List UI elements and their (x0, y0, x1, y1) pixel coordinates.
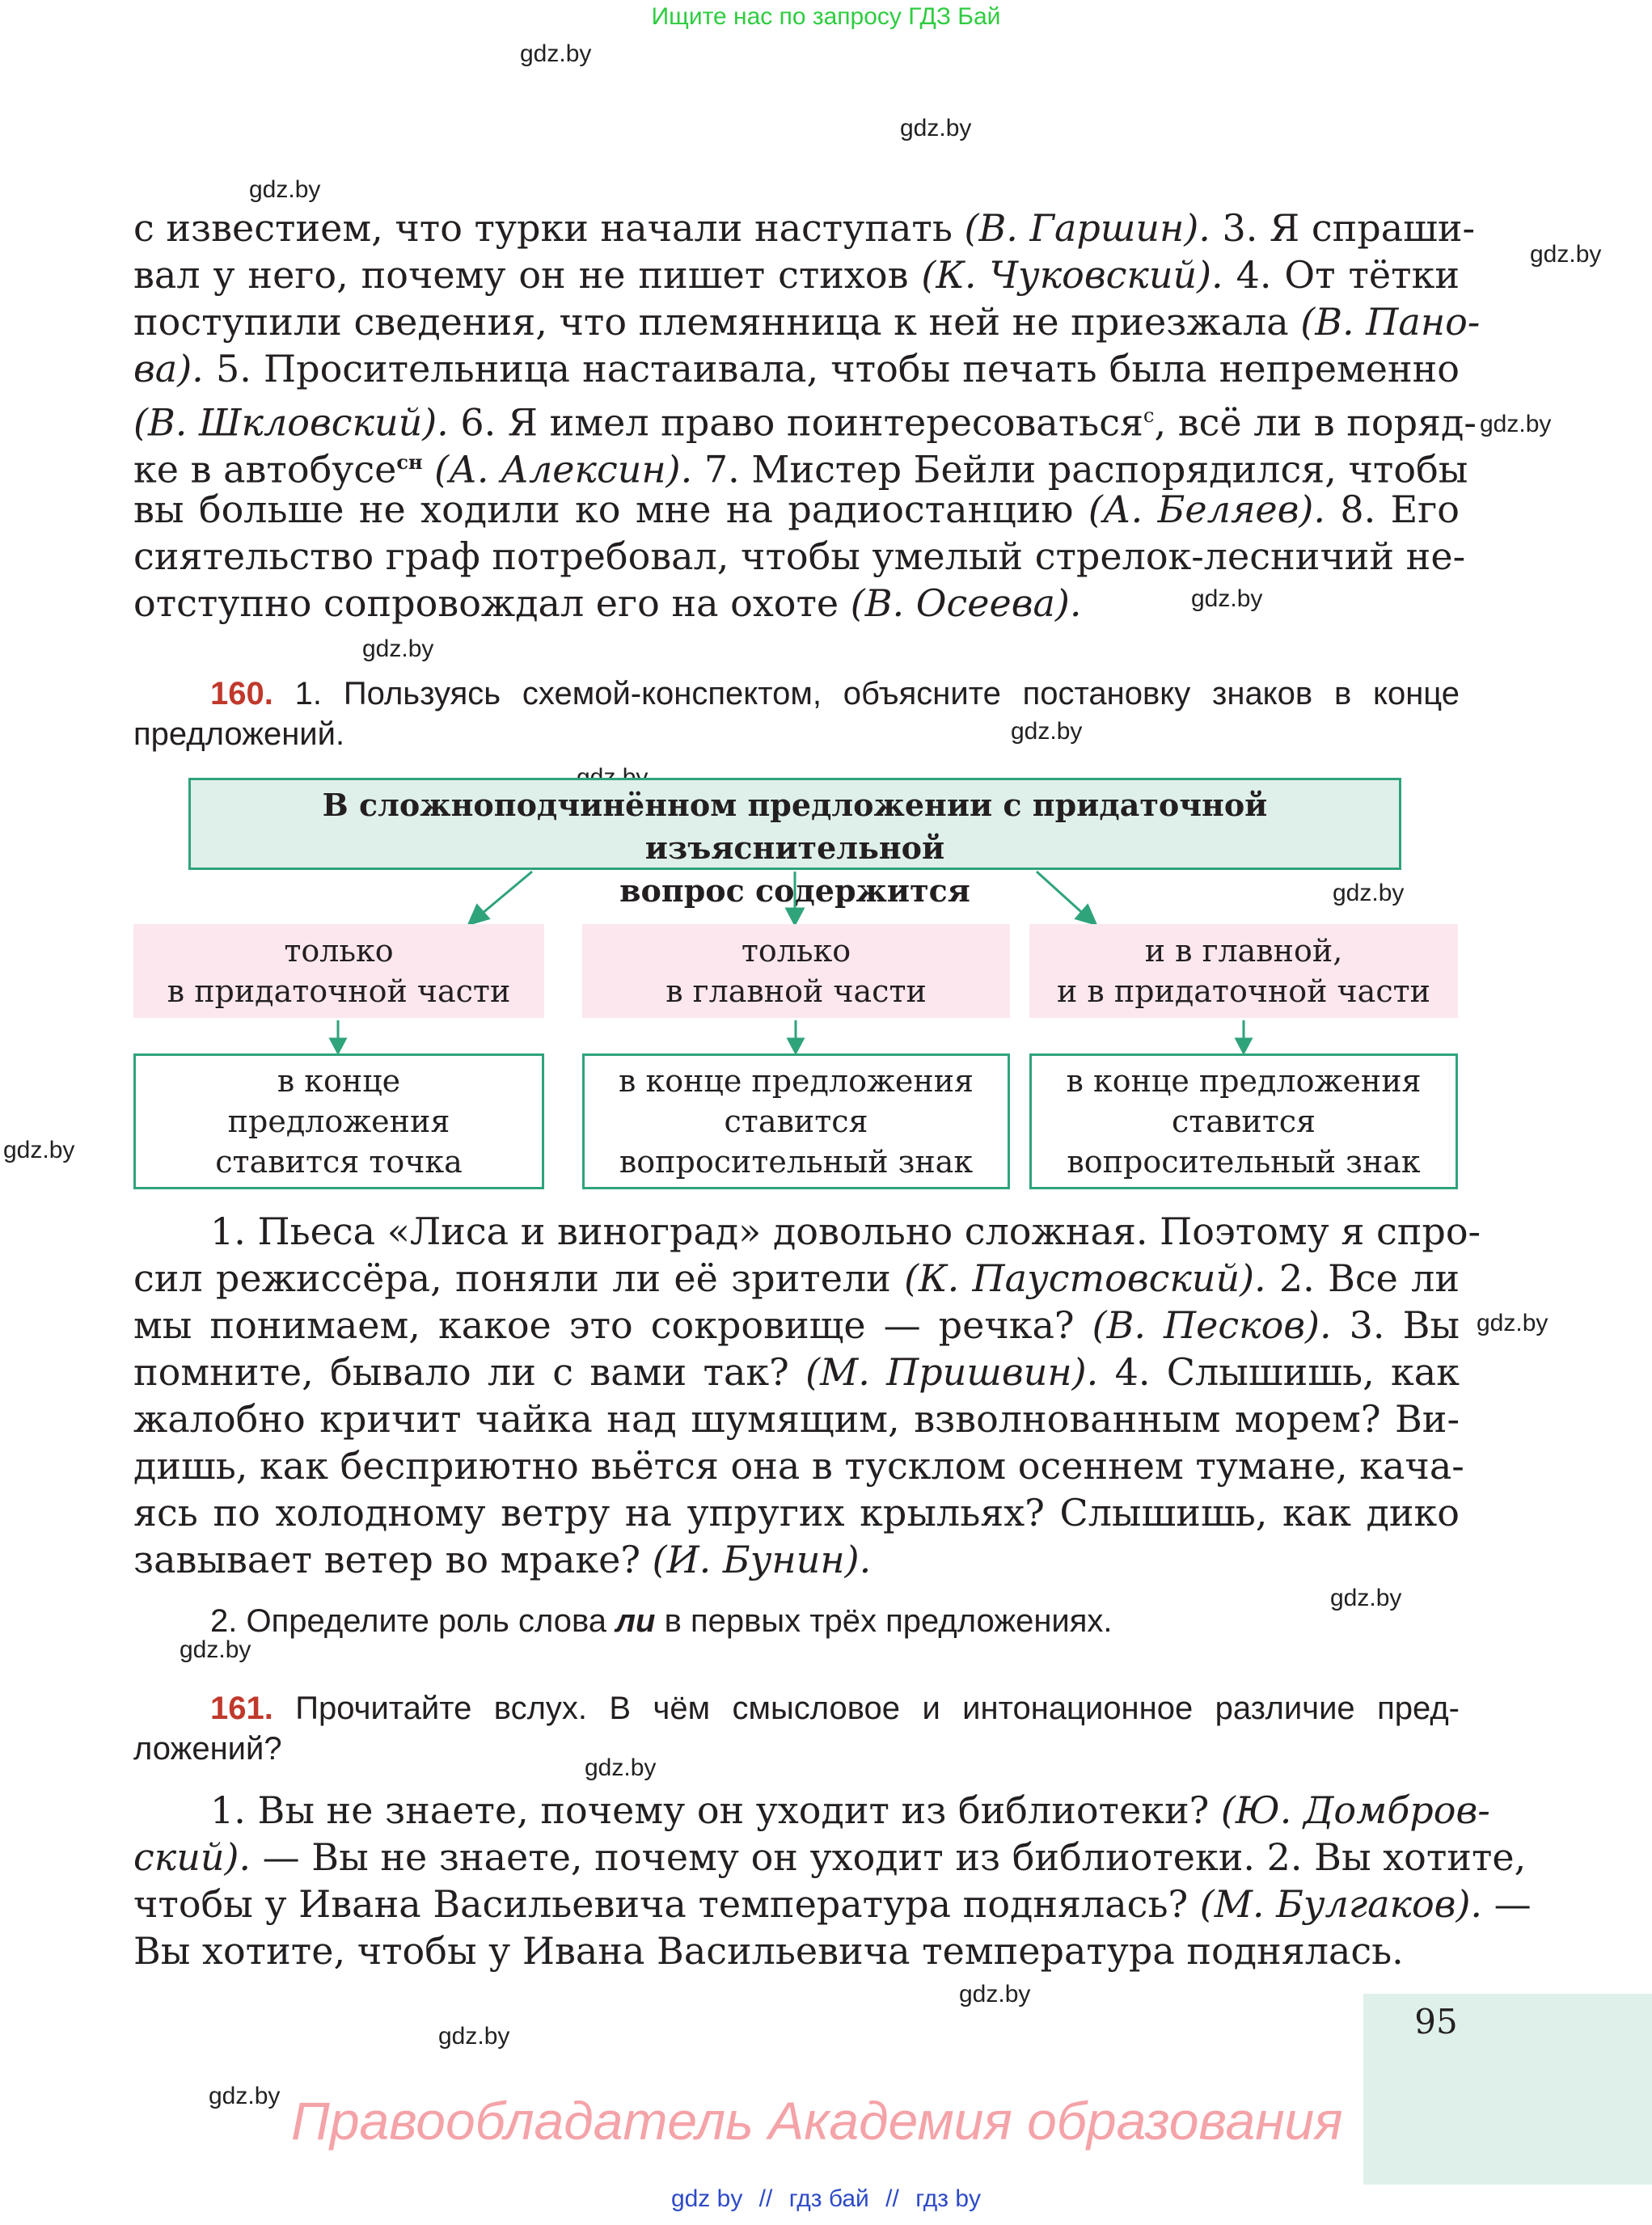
header-banner[interactable]: Ищите нас по запросу ГДЗ Бай (651, 3, 1001, 30)
arrowhead (788, 1039, 803, 1053)
watermark: gdz.by (1530, 241, 1602, 268)
text-line: вал у него, почему он не пишет стихов (К. Чуковский). 4. От тётки (133, 253, 1460, 297)
task-160-part-2 (133, 1601, 1460, 1641)
arrow-left (477, 872, 532, 918)
task-line: 160. 1. Пользуясь схемой-конспектом, объясните постановку знаков в конце (210, 676, 1460, 711)
watermark: gdz.by (585, 1754, 657, 1781)
copyright-notice: Правообладатель Академия образования (291, 2091, 1343, 2151)
text-line: ке в автобусе$^{сн}$ (А. Алексин). 7. Мистер Бейли распорядился, чтобы (133, 447, 1468, 492)
text-line: ясь по холодному ветру на упругих крыльях? Слышишь, как дико (133, 1491, 1460, 1535)
text-line: сиятельство граф потребовал, чтобы умелый стрелок-лесничий не- (133, 534, 1466, 578)
schema-pink-box-3: и в главной, и в придаточной части (1029, 924, 1458, 1018)
text-line: 1. Вы не знаете, почему он уходит из библиотеки? (Ю. Домбров- (210, 1788, 1490, 1832)
watermark: gdz.by (438, 2023, 510, 2050)
text-line: мы понимаем, какое это сокровище — речка? (В. Песков). 3. Вы (133, 1303, 1460, 1347)
text-line: вы больше не ходили ко мне на радиостанцию (А. Беляев). 8. Его (133, 488, 1460, 531)
schema-result-box-2: в конце предложения ставится вопросительный знак (582, 1053, 1010, 1189)
watermark: gdz.by (1330, 1585, 1402, 1611)
watermark: gdz.by (362, 635, 434, 662)
watermark: gdz.by (249, 176, 321, 203)
schema-main-line: В сложноподчинённом предложении с придаточной изъяснительной (322, 787, 1268, 866)
arrowhead (331, 1039, 345, 1053)
task-line: предложений. (133, 716, 345, 752)
schema-pink-box-2: только в главной части (582, 924, 1010, 1018)
page-number: 95 (1414, 2002, 1458, 2041)
text-line: чтобы у Ивана Васильевича температура поднялась? (М. Булгаков). — (133, 1882, 1532, 1926)
text-line: завывает ветер во мраке? (И. Бунин). (133, 1538, 872, 1581)
keyword-li: ли (615, 1603, 656, 1639)
arrowhead (787, 909, 803, 924)
watermark: gdz.by (520, 40, 592, 67)
watermark: gdz.by (1011, 718, 1083, 745)
schema-arrows (0, 0, 1652, 1067)
text-line: отступно сопровождал его на охоте (В. Осеева). (133, 581, 1082, 625)
task-161 (133, 1688, 1460, 1769)
task-number: 160. (210, 676, 273, 711)
footer-links (0, 2185, 1652, 2213)
text-line: дишь, как бесприютно вьётся она в тусклом осеннем тумане, кача- (133, 1444, 1464, 1488)
footer-link-gdz-bai[interactable]: гдз бай (788, 2185, 869, 2212)
task-number: 161. (210, 1691, 273, 1726)
task-line: 2. Определите роль слова ли в первых трёх предложениях. (210, 1603, 1113, 1639)
paragraph-3 (133, 1787, 1532, 1974)
task-line: 161. Прочитайте вслух. В чём смысловое и интонационное различие пред- (210, 1691, 1460, 1726)
text-line: с известием, что турки начали наступать (В. Гаршин). 3. Я спраши- (133, 206, 1476, 250)
footer-link-gdz-by-2[interactable]: гдз by (915, 2185, 982, 2212)
text-line: (В. Шкловский). 6. Я имел право поинтересоваться$^с$, всё ли в поряд- (133, 400, 1477, 445)
watermark: gdz.by (900, 115, 972, 141)
text-line: ский). — Вы не знаете, почему он уходит из библиотеки. 2. Вы хотите, (133, 1835, 1527, 1879)
schema-main-line: вопрос содержится (619, 872, 970, 909)
watermark: gdz.by (959, 1981, 1031, 2008)
task-line: ложений? (133, 1731, 282, 1767)
watermark: gdz.by (1480, 411, 1552, 437)
arrowhead (469, 906, 488, 924)
text-line: ва). 5. Просительница настаивала, чтобы печать была непременно (133, 347, 1460, 391)
watermark: gdz.by (1333, 880, 1405, 906)
text-line: поступили сведения, что племянница к ней не приезжала (В. Пано- (133, 300, 1481, 344)
paragraph-2 (133, 1208, 1481, 1583)
text-line: помните, бывало ли с вами так? (М. Пришвин). 4. Слышишь, как (133, 1350, 1460, 1394)
arrow-right (1037, 872, 1088, 918)
watermark: gdz.by (1191, 585, 1263, 612)
text-line: жалобно кричит чайка над шумящим, взволнованным морем? Ви- (133, 1397, 1460, 1441)
text-line: 1. Пьеса «Лиса и виноград» довольно сложная. Поэтому я спро- (210, 1210, 1481, 1253)
arrowhead (1076, 906, 1096, 924)
watermark: gdz.by (180, 1636, 251, 1663)
text-line: сил режиссёра, поняли ли её зрители (К. Паустовский). 2. Все ли (133, 1256, 1460, 1300)
arrowhead (1236, 1039, 1251, 1053)
schema-pink-box-1: только в придаточной части (133, 924, 544, 1018)
schema-result-box-3: в конце предложения ставится вопросительный знак (1029, 1053, 1458, 1189)
watermark: gdz.by (3, 1137, 75, 1163)
schema-result-box-1: в конце предложения ставится точка (133, 1053, 544, 1189)
footer-link-gdz-by[interactable]: gdz by (670, 2185, 743, 2212)
footer-separator: // (885, 2185, 899, 2212)
footer-separator: // (758, 2185, 773, 2212)
watermark: gdz.by (209, 2083, 281, 2109)
text-line: Вы хотите, чтобы у Ивана Васильевича температура поднялась. (133, 1929, 1404, 1973)
watermark: gdz.by (1477, 1310, 1548, 1336)
